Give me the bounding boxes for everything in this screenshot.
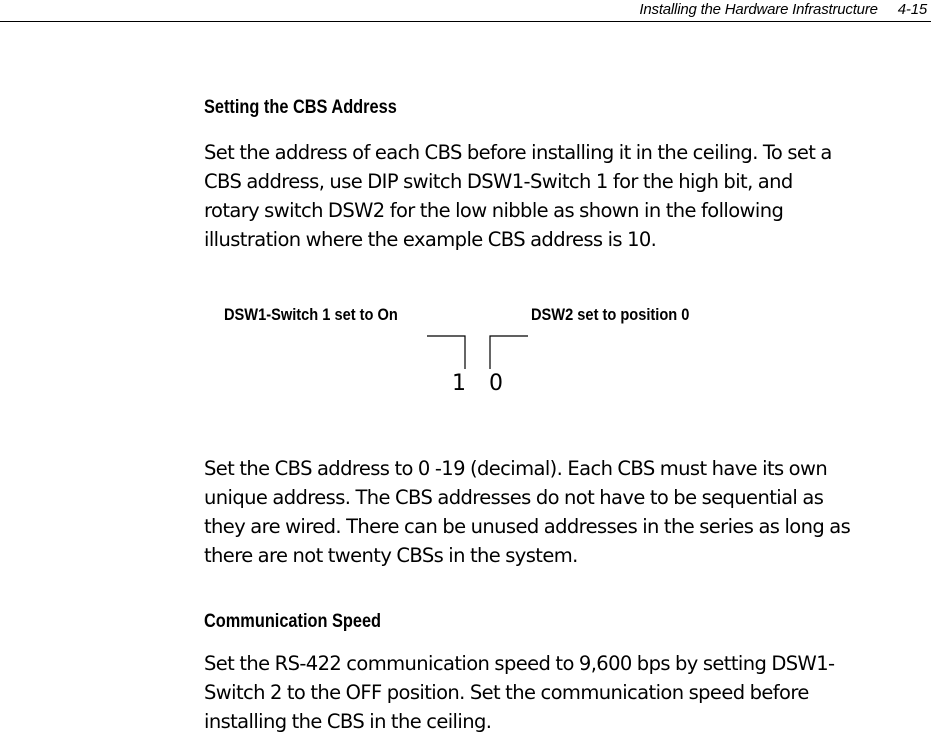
dsw2-callout-label: DSW2 set to position 0 xyxy=(531,305,690,324)
address-range-paragraph xyxy=(204,454,924,570)
dsw1-callout-label: DSW1-Switch 1 set to On xyxy=(224,305,398,324)
paragraph-line: CBS address, use DIP switch DSW1-Switch 1 for the high bit, and xyxy=(204,170,793,193)
paragraph-line: rotary switch DSW2 for the low nibble as shown in the following xyxy=(204,199,784,222)
paragraph-line: unique address. The CBS addresses do not have to be sequential as xyxy=(204,486,824,509)
low-nibble-digit: 0 xyxy=(489,371,503,396)
heading-communication-speed: Communication Speed xyxy=(204,611,382,632)
paragraph-line: Set the CBS address to 0 -19 (decimal). Each CBS must have its own xyxy=(204,457,828,480)
paragraph-line: installing the CBS in the ceiling. xyxy=(204,710,492,733)
paragraph-line: Switch 2 to the OFF position. Set the communication speed before xyxy=(204,681,809,704)
header-text xyxy=(639,1,927,18)
paragraph-line: there are not twenty CBSs in the system. xyxy=(204,544,578,567)
callout-leader-lines xyxy=(0,295,931,415)
dsw1-leader-line xyxy=(427,336,465,369)
paragraph-line: Set the address of each CBS before installing it in the ceiling. To set a xyxy=(204,141,832,164)
paragraph-line: Set the RS-422 communication speed to 9,600 bps by setting DSW1- xyxy=(204,652,835,675)
switch-setting-illustration xyxy=(0,295,931,415)
header-page-number: 4-15 xyxy=(897,1,927,18)
paragraph-line: illustration where the example CBS address is 10. xyxy=(204,228,657,251)
header-section-title: Installing the Hardware Infrastructure xyxy=(639,1,878,18)
dsw2-leader-line xyxy=(490,336,528,369)
high-bit-digit: 1 xyxy=(452,371,466,396)
paragraph-line: they are wired. There can be unused addresses in the series as long as xyxy=(204,515,851,538)
running-header xyxy=(0,0,931,22)
communication-speed-paragraph xyxy=(204,649,924,736)
heading-setting-cbs-address: Setting the CBS Address xyxy=(204,97,397,118)
cbs-address-intro-paragraph xyxy=(204,138,924,254)
